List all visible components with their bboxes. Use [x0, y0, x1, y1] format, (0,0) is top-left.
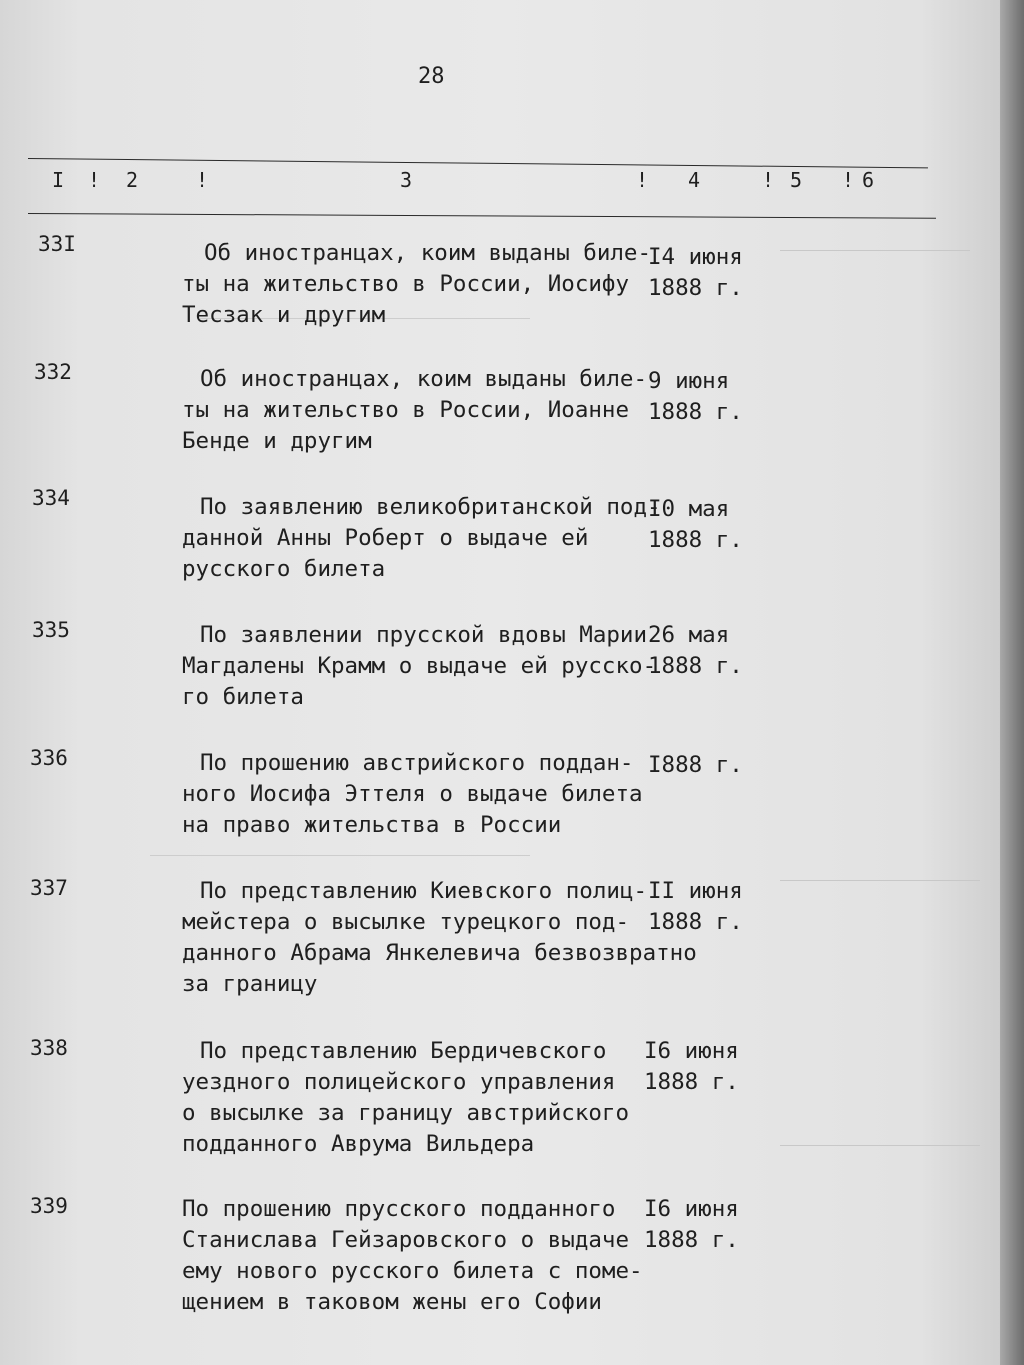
date-line: I0 мая [648, 496, 730, 522]
entry-number: 336 [30, 746, 68, 770]
description-line: уездного полицейского управления [182, 1069, 616, 1095]
column-separator: ! [196, 168, 210, 192]
entry-description [182, 492, 661, 585]
description-line: Об иностранцах, коим выданы биле- [200, 366, 648, 392]
column-separator: ! [762, 168, 776, 192]
date-line: II июня [648, 878, 743, 904]
description-line: ты на жительство в России, Иосифу [182, 271, 630, 297]
entry-description [182, 1194, 643, 1318]
date-line: 1888 г. [648, 653, 743, 679]
entry-number: 334 [32, 486, 70, 510]
description-line: ного Иосифа Эттеля о выдаче билета [182, 781, 643, 807]
description-line: данной Анны Роберт о выдаче ей [182, 525, 589, 551]
column-header-5: 5 [790, 168, 804, 192]
description-line: По представлению Бердичевского [200, 1038, 607, 1064]
date-line: 1888 г. [644, 1069, 739, 1095]
description-line: за границу [182, 971, 318, 997]
entry-date [648, 876, 743, 938]
column-separator: ! [636, 168, 650, 192]
entry-date [648, 750, 743, 781]
date-line: 1888 г. [648, 399, 743, 425]
entry-description [182, 620, 656, 713]
entry-description [182, 238, 651, 331]
description-line: го билета [182, 684, 304, 710]
date-line: I888 г. [648, 752, 743, 778]
entry-number: 339 [30, 1194, 68, 1218]
date-line: 9 июня [648, 368, 730, 394]
description-line: По прошению прусского подданного [182, 1196, 616, 1222]
page-number: 28 [418, 64, 445, 89]
entry-number: 33I [38, 232, 76, 256]
date-line: I4 июня [648, 244, 743, 270]
description-line: По заявлении прусской вдовы Марии [200, 622, 648, 648]
description-line: мейстера о высылке турецкого под- [182, 909, 630, 935]
description-line: Об иностранцах, коим выданы биле- [204, 240, 652, 266]
column-header-1: I [52, 168, 66, 192]
entry-date [648, 242, 743, 304]
column-header-6: 6 [862, 168, 876, 192]
description-line: русского билета [182, 556, 386, 582]
description-line: ты на жительство в России, Иоанне [182, 397, 630, 423]
bleed-through-line [780, 250, 970, 251]
entry-date [648, 366, 743, 428]
column-header-2: 2 [126, 168, 140, 192]
entry-description [182, 1036, 629, 1160]
date-line: 1888 г. [648, 909, 743, 935]
bleed-through-line [780, 1145, 980, 1146]
date-line: 1888 г. [648, 527, 743, 553]
date-line: I6 июня [644, 1038, 739, 1064]
description-line: ему нового русского билета с поме- [182, 1258, 643, 1284]
entry-number: 338 [30, 1036, 68, 1060]
entry-date [644, 1036, 739, 1098]
entry-date [648, 494, 743, 556]
date-line: I6 июня [644, 1196, 739, 1222]
date-line: 1888 г. [648, 275, 743, 301]
entry-number: 332 [34, 360, 72, 384]
description-line: По прошению австрийского поддан- [200, 750, 634, 776]
entry-number: 335 [32, 618, 70, 642]
entry-description [182, 876, 697, 1000]
column-header-3: 3 [400, 168, 414, 192]
description-line: Станислава Гейзаровского о выдаче [182, 1227, 630, 1253]
entry-date [644, 1194, 739, 1256]
column-separator: ! [842, 168, 856, 192]
description-line: на право жительства в России [182, 812, 562, 838]
page-edge [1000, 0, 1024, 1365]
description-line: Магдалены Крамм о выдаче ей русско- [182, 653, 657, 679]
column-separator: ! [88, 168, 102, 192]
entry-description [182, 364, 647, 457]
description-line: По заявлению великобританской под- [200, 494, 661, 520]
description-line: данного Абрама Янкелевича безвозвратно [182, 940, 697, 966]
bleed-through-line [780, 880, 980, 881]
description-line: о высылке за границу австрийского [182, 1100, 630, 1126]
entry-date [648, 620, 743, 682]
description-line: щением в таковом жены его Софии [182, 1289, 602, 1315]
column-header-4: 4 [688, 168, 702, 192]
date-line: 26 мая [648, 622, 730, 648]
entry-description [182, 748, 643, 841]
description-line: Бенде и другим [182, 428, 372, 454]
description-line: По представлению Киевского полиц- [200, 878, 648, 904]
description-line: подданного Аврума Вильдера [182, 1131, 535, 1157]
entry-number: 337 [30, 876, 68, 900]
bleed-through-line [150, 855, 530, 856]
description-line: Тесзак и другим [182, 302, 386, 328]
date-line: 1888 г. [644, 1227, 739, 1253]
